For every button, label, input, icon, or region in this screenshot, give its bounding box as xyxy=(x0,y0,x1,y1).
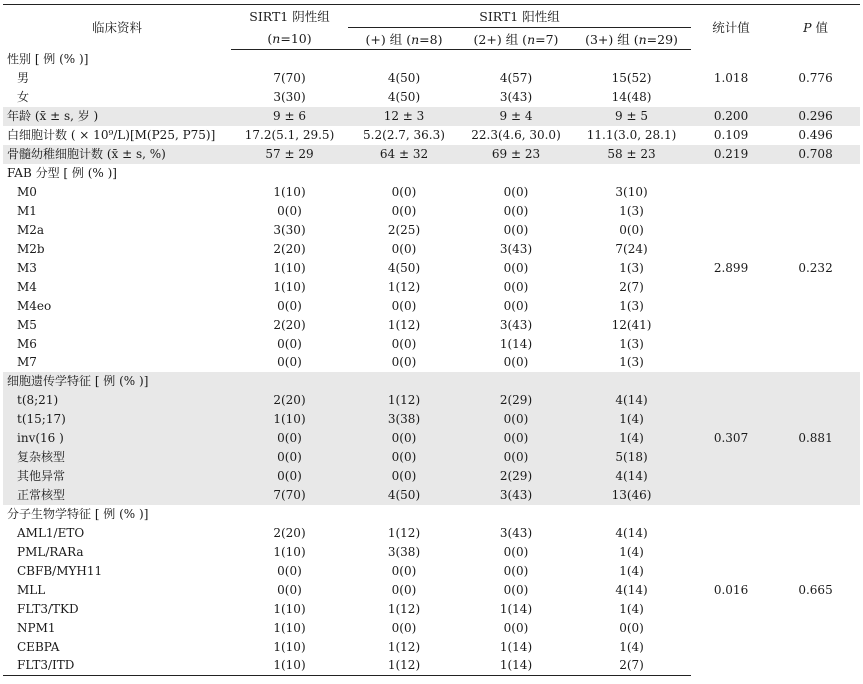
row-value: 2(20) xyxy=(273,241,306,256)
row-value: 0(0) xyxy=(503,563,529,578)
header-pos2: (2+) 组 (n=7) xyxy=(460,28,572,50)
row-value: 2(25) xyxy=(387,222,421,237)
row-value: 0(0) xyxy=(503,260,529,275)
row-value: 0(0) xyxy=(391,620,417,635)
row-label: PML/RARa xyxy=(17,544,84,559)
row-value: 2(29) xyxy=(460,391,572,410)
row-label: 正常核型 xyxy=(3,486,231,505)
row-value: 1(3) xyxy=(619,260,644,275)
clinical-data-table-container xyxy=(3,0,860,676)
table-row xyxy=(3,505,860,524)
row-value: 4(57) xyxy=(499,71,533,86)
header-pos1: (+) 组 (n=8) xyxy=(348,28,460,50)
row-label: t(8;21) xyxy=(3,391,231,410)
row-label: FLT3/TKD xyxy=(17,601,79,616)
row-label: CBFB/MYH11 xyxy=(17,563,103,578)
row-value: 1(14) xyxy=(460,656,572,675)
row-value: 7(24) xyxy=(615,241,648,256)
row-value xyxy=(348,505,460,524)
row-value xyxy=(460,372,572,391)
header-negative-group: SIRT1 阴性组 xyxy=(231,5,348,28)
row-value: 3(38) xyxy=(387,544,421,559)
row-label: 骨髓幼稚细胞计数 (x̄ ± s, %) xyxy=(3,145,231,164)
statistic-value: 0.016 xyxy=(713,582,749,597)
row-value: 1(10) xyxy=(273,185,306,200)
row-label: 细胞遗传学特征 [ 例 (% )] xyxy=(3,372,231,391)
row-value: 11.1(3.0, 28.1) xyxy=(586,128,677,143)
row-value: 0(0) xyxy=(503,203,529,218)
row-value: 12(41) xyxy=(611,317,652,332)
row-label: M2a xyxy=(17,222,45,237)
row-label: M4eo xyxy=(17,298,52,313)
row-value xyxy=(460,505,572,524)
table-row xyxy=(3,126,860,145)
p-value: 0.665 xyxy=(798,582,833,597)
row-value: 1(3) xyxy=(619,298,644,313)
row-value: 1(12) xyxy=(387,317,421,332)
row-value: 3(43) xyxy=(499,90,533,105)
row-value: 9 ± 4 xyxy=(460,107,572,126)
row-value: 1(10) xyxy=(231,656,348,675)
row-value: 0(0) xyxy=(391,336,417,351)
table-row xyxy=(3,145,860,164)
row-value: 0(0) xyxy=(277,298,302,313)
row-value: 1(14) xyxy=(499,601,533,616)
statistic-value: 0.307 xyxy=(691,372,771,505)
row-value: 1(12) xyxy=(387,279,421,294)
row-value: 1(12) xyxy=(387,525,421,540)
row-value: 0(0) xyxy=(503,222,529,237)
row-value: 12 ± 3 xyxy=(348,107,460,126)
table-row xyxy=(3,50,860,69)
row-value: 0(0) xyxy=(503,582,529,597)
row-value: 1(10) xyxy=(273,601,306,616)
row-value: 3(10) xyxy=(615,185,648,200)
row-value: 4(50) xyxy=(387,90,421,105)
row-value: 0(0) xyxy=(348,429,460,448)
row-value: 3(30) xyxy=(273,222,306,237)
row-value: 0(0) xyxy=(619,222,644,237)
row-value: 17.2(5.1, 29.5) xyxy=(244,128,335,143)
row-value: 0(0) xyxy=(277,355,302,370)
table-row xyxy=(3,372,860,391)
row-value: 15(52) xyxy=(611,71,652,86)
row-value: 64 ± 32 xyxy=(348,145,460,164)
row-value xyxy=(231,505,348,524)
row-value xyxy=(348,50,460,69)
row-value: 1(4) xyxy=(619,639,644,654)
row-value xyxy=(348,372,460,391)
row-value xyxy=(572,372,691,391)
statistic-value: 0.200 xyxy=(691,107,771,126)
row-value: 1(4) xyxy=(619,601,644,616)
row-value: 2(29) xyxy=(460,467,572,486)
row-label: FLT3/ITD xyxy=(3,656,231,675)
row-value: 7(70) xyxy=(273,71,306,86)
row-value: 5.2(2.7, 36.3) xyxy=(363,128,445,143)
row-label: t(15;17) xyxy=(3,410,231,429)
table-row xyxy=(3,164,860,183)
row-label: 其他异常 xyxy=(3,467,231,486)
row-value: 4(50) xyxy=(348,486,460,505)
row-value: 1(12) xyxy=(387,639,421,654)
row-value: 58 ± 23 xyxy=(572,145,691,164)
row-value: 0(0) xyxy=(503,544,529,559)
row-value: 1(10) xyxy=(231,410,348,429)
row-value xyxy=(460,50,572,69)
row-label: 复杂核型 xyxy=(3,448,231,467)
row-value: 0(0) xyxy=(348,448,460,467)
row-value: 1(4) xyxy=(572,429,691,448)
row-value: 2(20) xyxy=(231,391,348,410)
row-label: M4 xyxy=(17,279,37,294)
p-value: 0.296 xyxy=(771,107,860,126)
header-feature: 临床资料 xyxy=(3,5,231,50)
row-value: 0(0) xyxy=(348,467,460,486)
row-value: 5(18) xyxy=(572,448,691,467)
row-value: 3(43) xyxy=(499,525,533,540)
row-value: 0(0) xyxy=(460,429,572,448)
row-label: M7 xyxy=(17,355,37,370)
row-value: 0(0) xyxy=(460,448,572,467)
row-value: 2(20) xyxy=(273,525,306,540)
row-value: 13(46) xyxy=(572,486,691,505)
row-value: 0(0) xyxy=(231,448,348,467)
table-body xyxy=(3,50,860,676)
row-value: 0(0) xyxy=(619,620,644,635)
p-value: 0.496 xyxy=(798,128,833,143)
row-value: 1(14) xyxy=(499,336,533,351)
row-label: M0 xyxy=(17,185,37,200)
row-value: 1(10) xyxy=(273,544,306,559)
row-value: 0(0) xyxy=(277,336,302,351)
row-value: 0(0) xyxy=(391,185,417,200)
row-value: 4(50) xyxy=(387,71,421,86)
row-value xyxy=(348,164,460,183)
row-value: 2(20) xyxy=(273,317,306,332)
row-value: 3(38) xyxy=(348,410,460,429)
row-value: 1(4) xyxy=(619,563,644,578)
row-value: 3(43) xyxy=(460,486,572,505)
row-value: 3(43) xyxy=(499,317,533,332)
row-value: 0(0) xyxy=(277,582,302,597)
header-negative-n: (n=10) xyxy=(231,28,348,50)
header-pos3: (3+) 组 (n=29) xyxy=(572,28,691,50)
p-value: 0.776 xyxy=(798,71,833,86)
row-label: CEBPA xyxy=(17,639,60,654)
row-value: 0(0) xyxy=(391,298,417,313)
row-value: 0(0) xyxy=(460,410,572,429)
row-value: 4(14) xyxy=(572,467,691,486)
row-value xyxy=(572,50,691,69)
p-value: 0.232 xyxy=(798,260,833,275)
row-label: FAB 分型 [ 例 (% )] xyxy=(7,166,117,181)
row-value: 1(10) xyxy=(273,260,306,275)
statistic-value: 0.109 xyxy=(713,128,749,143)
row-value: 1(14) xyxy=(499,639,533,654)
row-value: 0(0) xyxy=(277,203,302,218)
row-value: 1(4) xyxy=(619,544,644,559)
row-value: 1(12) xyxy=(387,601,421,616)
table-header xyxy=(3,5,860,50)
row-value: 57 ± 29 xyxy=(231,145,348,164)
row-value: 1(10) xyxy=(273,620,306,635)
row-value: 69 ± 23 xyxy=(460,145,572,164)
row-value: 1(3) xyxy=(619,355,644,370)
header-statistic: 统计值 xyxy=(691,5,771,50)
row-label: M5 xyxy=(17,317,37,332)
row-value: 0(0) xyxy=(503,279,529,294)
row-value: 1(12) xyxy=(348,656,460,675)
clinical-data-table xyxy=(3,4,860,676)
row-value: 0(0) xyxy=(391,582,417,597)
header-positive-group: SIRT1 阳性组 xyxy=(348,5,691,28)
header-p-value: P 值 xyxy=(771,5,860,50)
row-value: 4(14) xyxy=(615,525,648,540)
row-value: 0(0) xyxy=(391,203,417,218)
row-value: 4(14) xyxy=(572,391,691,410)
row-label: 年龄 (x̄ ± s, 岁 ) xyxy=(3,107,231,126)
row-value: 0(0) xyxy=(503,620,529,635)
row-value: 1(12) xyxy=(348,391,460,410)
row-value: 22.3(4.6, 30.0) xyxy=(471,128,561,143)
row-value: 2(7) xyxy=(619,279,644,294)
row-label: inv(16 ) xyxy=(3,429,231,448)
row-label: AML1/ETO xyxy=(17,525,85,540)
row-label: 性别 [ 例 (% )] xyxy=(7,52,89,67)
row-label: 女 xyxy=(17,90,30,105)
row-label: NPM1 xyxy=(17,620,56,635)
row-value: 4(50) xyxy=(387,260,421,275)
table-row xyxy=(3,107,860,126)
row-value xyxy=(572,164,691,183)
row-label: 男 xyxy=(17,71,30,86)
row-value: 0(0) xyxy=(503,298,529,313)
row-value: 9 ± 5 xyxy=(572,107,691,126)
row-value: 0(0) xyxy=(231,467,348,486)
row-label: 分子生物学特征 [ 例 (% )] xyxy=(7,506,149,521)
row-value: 0(0) xyxy=(503,185,529,200)
row-value: 1(10) xyxy=(273,639,306,654)
row-label: 白细胞计数 ( × 10⁹/L)[M(P25, P75)] xyxy=(7,128,216,143)
row-label: MLL xyxy=(17,582,46,597)
row-label: M3 xyxy=(17,260,37,275)
row-value xyxy=(460,164,572,183)
row-value: 0(0) xyxy=(503,355,529,370)
p-value: 0.881 xyxy=(771,372,860,505)
row-value: 0(0) xyxy=(391,355,417,370)
row-value: 1(10) xyxy=(273,279,306,294)
row-value: 0(0) xyxy=(391,563,417,578)
row-value: 2(7) xyxy=(572,656,691,675)
statistic-value: 1.018 xyxy=(713,71,749,86)
row-value xyxy=(231,50,348,69)
statistic-value: 2.899 xyxy=(713,260,749,275)
row-value xyxy=(572,505,691,524)
row-value: 7(70) xyxy=(231,486,348,505)
row-value xyxy=(231,372,348,391)
row-label: M1 xyxy=(17,203,37,218)
row-label: M2b xyxy=(17,241,45,256)
row-value: 4(14) xyxy=(615,582,648,597)
row-value: 0(0) xyxy=(231,429,348,448)
row-value: 3(43) xyxy=(499,241,533,256)
row-value: 9 ± 6 xyxy=(231,107,348,126)
row-label: M6 xyxy=(17,336,37,351)
row-value xyxy=(231,164,348,183)
p-value: 0.708 xyxy=(771,145,860,164)
row-value: 0(0) xyxy=(277,563,302,578)
row-value: 1(4) xyxy=(572,410,691,429)
row-value: 0(0) xyxy=(391,241,417,256)
statistic-value: 0.219 xyxy=(691,145,771,164)
row-value: 14(48) xyxy=(611,90,652,105)
row-value: 1(3) xyxy=(619,203,644,218)
row-value: 1(3) xyxy=(619,336,644,351)
row-value: 3(30) xyxy=(273,90,306,105)
